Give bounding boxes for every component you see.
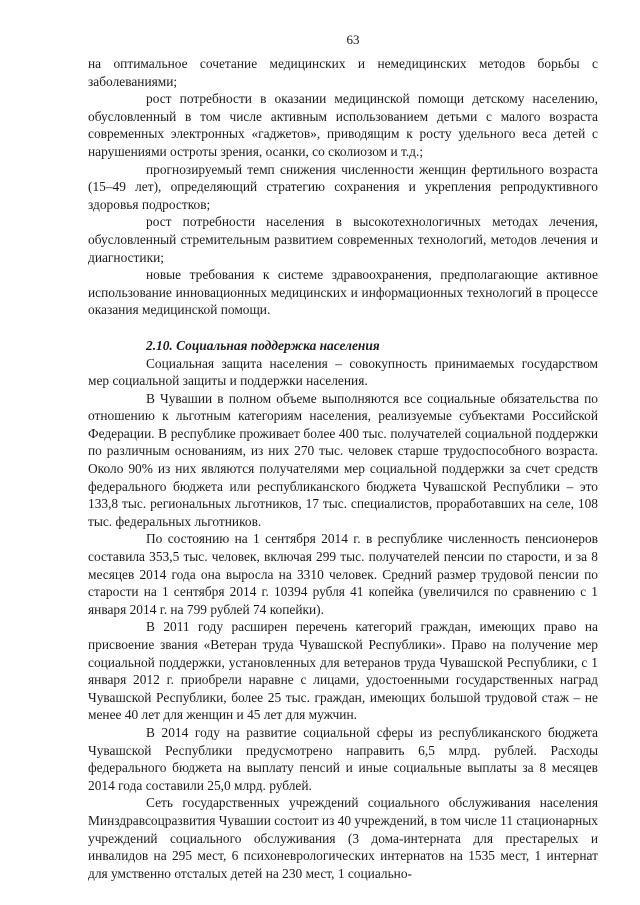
paragraph-top-3: прогнозируемый темп снижения численности женщин фертильного возраста (15–49 лет), определяющий стратегию сохранения и укрепления репродуктивного здоровья подростков;: [88, 161, 598, 212]
paragraph-section-5: В 2014 году на развитие социальной сферы из республиканского бюджета Чувашской Республики предусмотрено направить 6,5 млрд. рублей. Расходы федерального бюджета на выплату пенсий и иные социальные выплаты за 8 месяцев 2014 года составили 25,0 млрд. рублей.: [88, 724, 598, 793]
paragraph-top-1: на оптимальное сочетание медицинских и немедицинских методов борьбы с заболеваниями;: [88, 56, 598, 89]
paragraph-section-4: В 2011 году расширен перечень категорий граждан, имеющих право на присвоение звания «Ветеран труда Чувашской Республики». Право на получение мер социальной поддержки, установленных для ветеранов труда Чувашской Республики, с 1 января 2012 г. приобрели наравне с лицами, удостоенными государственных наград Чувашской Республики, более 25 тыс. граждан, имеющих большой трудовой стаж – не менее 40 лет для женщин и 45 лет для мужчин.: [88, 619, 598, 723]
paragraph-section-3: По состоянию на 1 сентября 2014 г. в республике численность пенсионеров составила 353,5 тыс. человек, включая 299 тыс. получателей пенсии по старости, и за 8 месяцев 2014 года она выросла на 3310 человек. Средний размер трудовой пенсии по старости на 1 сентября 2014 г. 10394 рубля 41 копейка (увеличился по сравнению с 1 января 2014 г. на 799 рублей 74 копейки).: [88, 531, 598, 617]
paragraph-top-5: новые требования к системе здравоохранения, предполагающие активное использование инновационных медицинских и информационных технологий в процессе оказания медицинской помощи.: [88, 267, 598, 318]
paragraph-top-2: рост потребности в оказании медицинской помощи детскому населению, обусловленный в том числе активным использованием детьми с малого возраста современных электронных «гаджетов», приводящим к росту удельного веса детей с нарушениями остроты зрения, осанки, со сколиозом и т.д.;: [88, 91, 598, 159]
paragraph-section-6: Сеть государственных учреждений социального обслуживания населения Минздравсоцразвития Чувашии состоит из 40 учреждений, в том числе 11 стационарных учреждений социального обслуживания (3 дома-интерната для престарелых и инвалидов на 295 мест, 6 психоневрологических интернатов на 1535 мест, 1 интернат для умственно отсталых детей на 230 мест, 1 социально-: [88, 795, 598, 881]
paragraph-section-2: В Чувашии в полном объеме выполняются все социальные обязательства по отношению к льготным категориям населения, реализуемые субъектами Российской Федерации. В республике проживает более 400 тыс. получателей социальной поддержки по различным основаниям, из них 270 тыс. человек старше трудоспособного возраста. Около 90% из них являются получателями мер социальной поддержки за счет средств федерального бюджета или республиканского бюджета Чувашской Республики – это 133,8 тыс. региональных льготников, 17 тыс. специалистов, проработавших на селе, 108 тыс. федеральных льготников.: [88, 390, 598, 529]
paragraph-section-1: Социальная защита населения – совокупность принимаемых государством мер социальной защиты и поддержки населения.: [88, 355, 598, 389]
section-heading: 2.10. Социальная поддержка населения: [146, 337, 380, 353]
paragraph-top-4: рост потребности населения в высокотехнологичных методах лечения, обусловленный стремительным развитием современных технологий, методов лечения и диагностики;: [88, 214, 598, 265]
page-number: 63: [346, 32, 360, 47]
